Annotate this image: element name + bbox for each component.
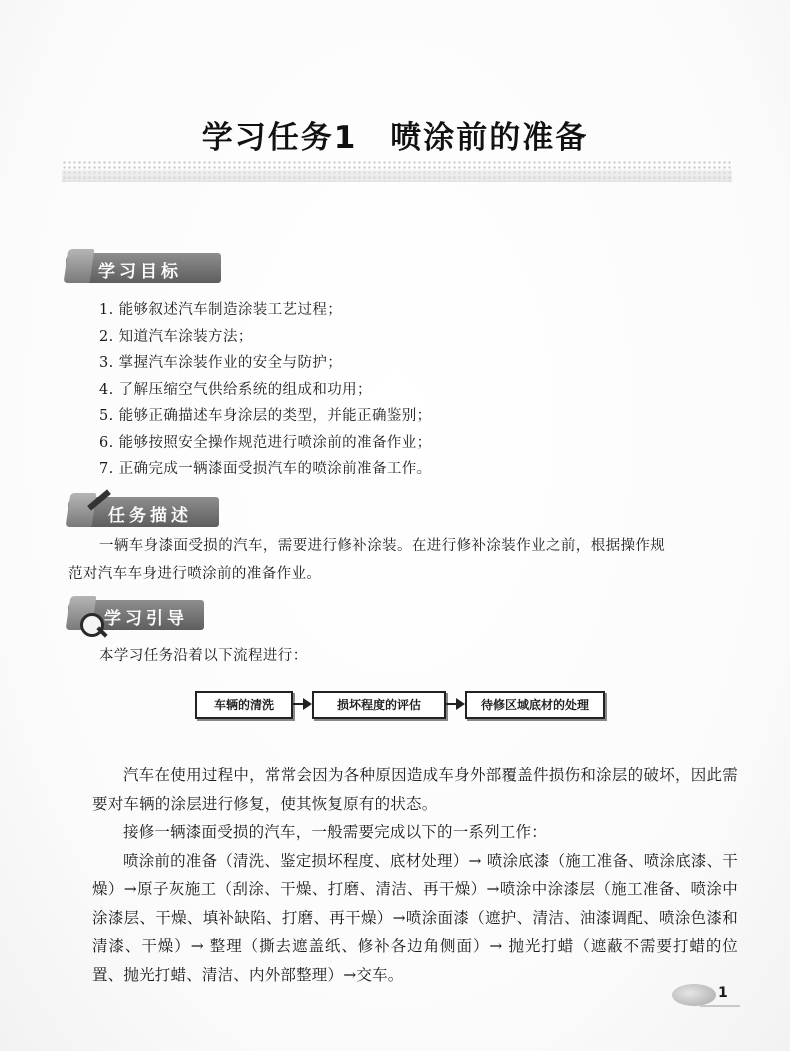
flow-step-3: 待修区域底材的处理 [465, 691, 605, 719]
objective-item: 4. 了解压缩空气供给系统的组成和功用； [99, 381, 372, 398]
badge-flag-icon [66, 493, 97, 527]
flow-step-2: 损坏程度的评估 [312, 691, 446, 719]
flow-step-1: 车辆的清洗 [195, 691, 293, 719]
title-rule-band [62, 170, 732, 182]
chapter-title: 学习任务1 喷涂前的准备 [201, 120, 589, 156]
objective-item: 7. 正确完成一辆漆面受损汽车的喷涂前准备工作。 [99, 461, 432, 477]
objective-item: 6. 能够按照安全操作规范进行喷涂前的准备作业； [99, 434, 432, 451]
page-number-rule [700, 1005, 740, 1007]
flow-arrow-icon [293, 703, 310, 705]
objective-item: 5. 能够正确描述车身涂层的类型，并能正确鉴别； [99, 408, 432, 424]
objective-item: 3. 掌握汽车涂装作业的安全与防护； [99, 355, 343, 371]
body-paragraph-2: 接修一辆漆面受损的汽车，一般需要完成以下的一系列工作： [123, 823, 547, 841]
body-text [92, 761, 738, 989]
description-label: 任务描述 [108, 506, 192, 526]
objectives-list [99, 297, 432, 483]
guide-label: 学习引导 [104, 609, 188, 629]
objective-item: 1. 能够叙述汽车制造涂装工艺过程； [99, 302, 343, 318]
objective-item: 2. 知道汽车涂装方法； [99, 328, 253, 345]
page-number: 1 [718, 985, 728, 1001]
badge-flag-icon [64, 249, 95, 283]
page-number-ornament [672, 984, 716, 1006]
flow-arrow-icon [446, 703, 463, 705]
body-paragraph-3: 喷涂前的准备（清洗、鉴定损坏程度、底材处理）→ 喷涂底漆（施工准备、喷涂底漆、干燥）→原子灰施工（刮涂、干燥、打磨、清洁、再干燥）→喷涂中涂漆层（施工准备、喷涂中涂漆层、干燥、填补缺陷、打磨、再干燥）→喷涂面漆（遮护、清洁、油漆调配、喷涂色漆和清漆、干燥）→ 整理（撕去遮盖纸、修补各边角侧面）→ 抛光打蜡（遮蔽不需要打蜡的位置、抛光打蜡、清洁、内外部整理）→交车。 [92, 851, 738, 984]
objectives-badge [66, 253, 221, 283]
task-description-line-1: 一辆车身漆面受损的汽车，需要进行修补涂装。在进行修补涂装作业之前，根据操作规 [99, 538, 666, 554]
task-description-line-2: 范对汽车车身进行喷涂前的准备作业。 [68, 566, 322, 582]
objectives-label: 学习目标 [98, 262, 182, 282]
body-paragraph-1: 汽车在使用过程中，常常会因为各种原因造成车身外部覆盖件损伤和涂层的破坏，因此需要对车辆的涂层进行修复，使其恢复原有的状态。 [92, 766, 738, 813]
guide-intro: 本学习任务沿着以下流程进行： [99, 648, 308, 664]
